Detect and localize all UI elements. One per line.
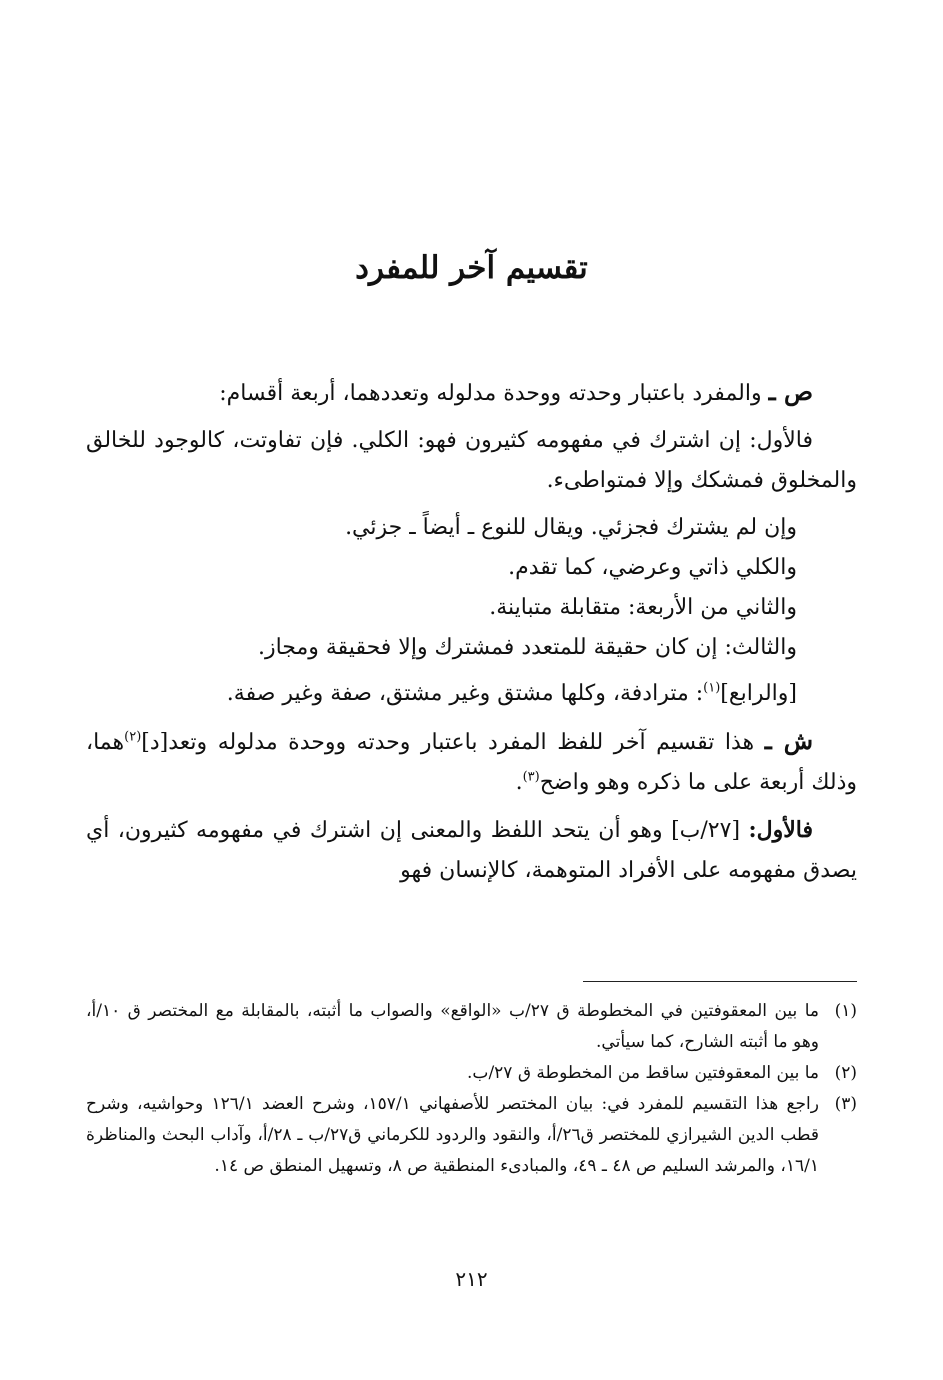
paragraph-matn-intro	[86, 372, 857, 414]
paragraph-first-division	[86, 421, 857, 501]
footnote-ref[interactable]: (١)	[703, 680, 721, 696]
footnote-text: ما بين المعقوفتين في المخطوطة ق ٢٧/ب «الواقع» والصواب ما أثبته، بالمقابلة مع المختصر ق ١٠/أ، وهو ما أثبته الشارح، كما سيأتي.	[86, 1001, 819, 1052]
footnote-ref[interactable]: (٢)	[124, 729, 142, 745]
footnote-number: (٣)	[834, 1094, 857, 1114]
paragraph-first-explained	[86, 810, 857, 891]
matn-marker: ص ـ	[768, 377, 813, 406]
main-text	[86, 372, 857, 898]
footnote-number: (٢)	[834, 1063, 857, 1083]
paragraph-text: والثالث: إن كان حقيقة للمتعدد فمشترك وإلا فحقيقة ومجاز.	[257, 635, 797, 660]
sharh-marker: ش ـ	[764, 726, 813, 755]
section-title: تقسيم آخر للمفرد	[355, 250, 588, 286]
footnote-text: راجع هذا التقسيم للمفرد في: بيان المختصر للأصفهاني ١٥٧/١، وشرح العضد ١٢٦/١ وحواشيه، وشرح قطب الدين الشيرازي للمختصر ق٢٦/أ، والنقود والردود للكرماني ق٢٧/ب ـ ٢٨/أ، وآداب البحث والمناظرة ١٦/١، والمرشد السليم ص ٤٨ ـ ٤٩، والمبادىء المنطقية ص ٨، وتسهيل المنطق ص ١٤.	[86, 1094, 819, 1176]
list-line-fourth	[86, 674, 797, 714]
footnote-number: (١)	[834, 1001, 857, 1021]
paragraph-text: : مترادفة، وكلها مشتق وغير مشتق، صفة وغير صفة.	[226, 681, 704, 706]
paragraph-text: وإن لم يشترك فجزئي. ويقال للنوع ـ أيضاً ـ جزئي.	[345, 515, 797, 540]
footnote-1	[86, 996, 857, 1058]
lead-word: فالأول:	[748, 817, 813, 843]
list-line-juzi	[86, 508, 797, 548]
paragraph-text: هذا تقسيم آخر للفظ المفرد باعتبار وحدته ووحدة مدلوله وتعد[د]	[141, 730, 765, 755]
paragraph-text: [٢٧/ب] وهو أن يتحد اللفظ والمعنى إن اشترك في مفهومه كثيرون، أي يصدق مفهومه على الأفراد المتوهمة، كالإنسان فهو	[86, 818, 857, 883]
paragraph-text: والمفرد باعتبار وحدته ووحدة مدلوله وتعددهما، أربعة أقسام:	[219, 381, 769, 406]
paragraph-sharh	[86, 721, 857, 803]
footnotes	[86, 996, 857, 1182]
list-line-third	[86, 628, 797, 668]
footnote-3	[86, 1089, 857, 1182]
page-number: ٢١٢	[455, 1267, 488, 1291]
list-line-kulli	[86, 548, 797, 588]
paragraph-text: .	[515, 770, 523, 795]
footnote-divider	[583, 981, 857, 982]
footnote-ref[interactable]: (٣)	[522, 769, 540, 785]
paragraph-text: فالأول: إن اشترك في مفهومه كثيرون فهو: الكلي. فإن تفاوتت، كالوجود للخالق والمخلوق فمشكك وإلا فمتواطىء.	[86, 428, 857, 493]
paragraph-text: [والرابع]	[720, 681, 797, 706]
footnote-2	[86, 1058, 857, 1089]
paragraph-text: والثاني من الأربعة: متقابلة متباينة.	[489, 595, 797, 620]
footnote-text: ما بين المعقوفتين ساقط من المخطوطة ق ٢٧/ب.	[467, 1063, 819, 1083]
list-line-second	[86, 588, 797, 628]
paragraph-text: والكلي ذاتي وعرضي، كما تقدم.	[508, 555, 797, 580]
paragraph-text: هما، وذلك أربعة على ما ذكره وهو واضح	[86, 730, 857, 795]
